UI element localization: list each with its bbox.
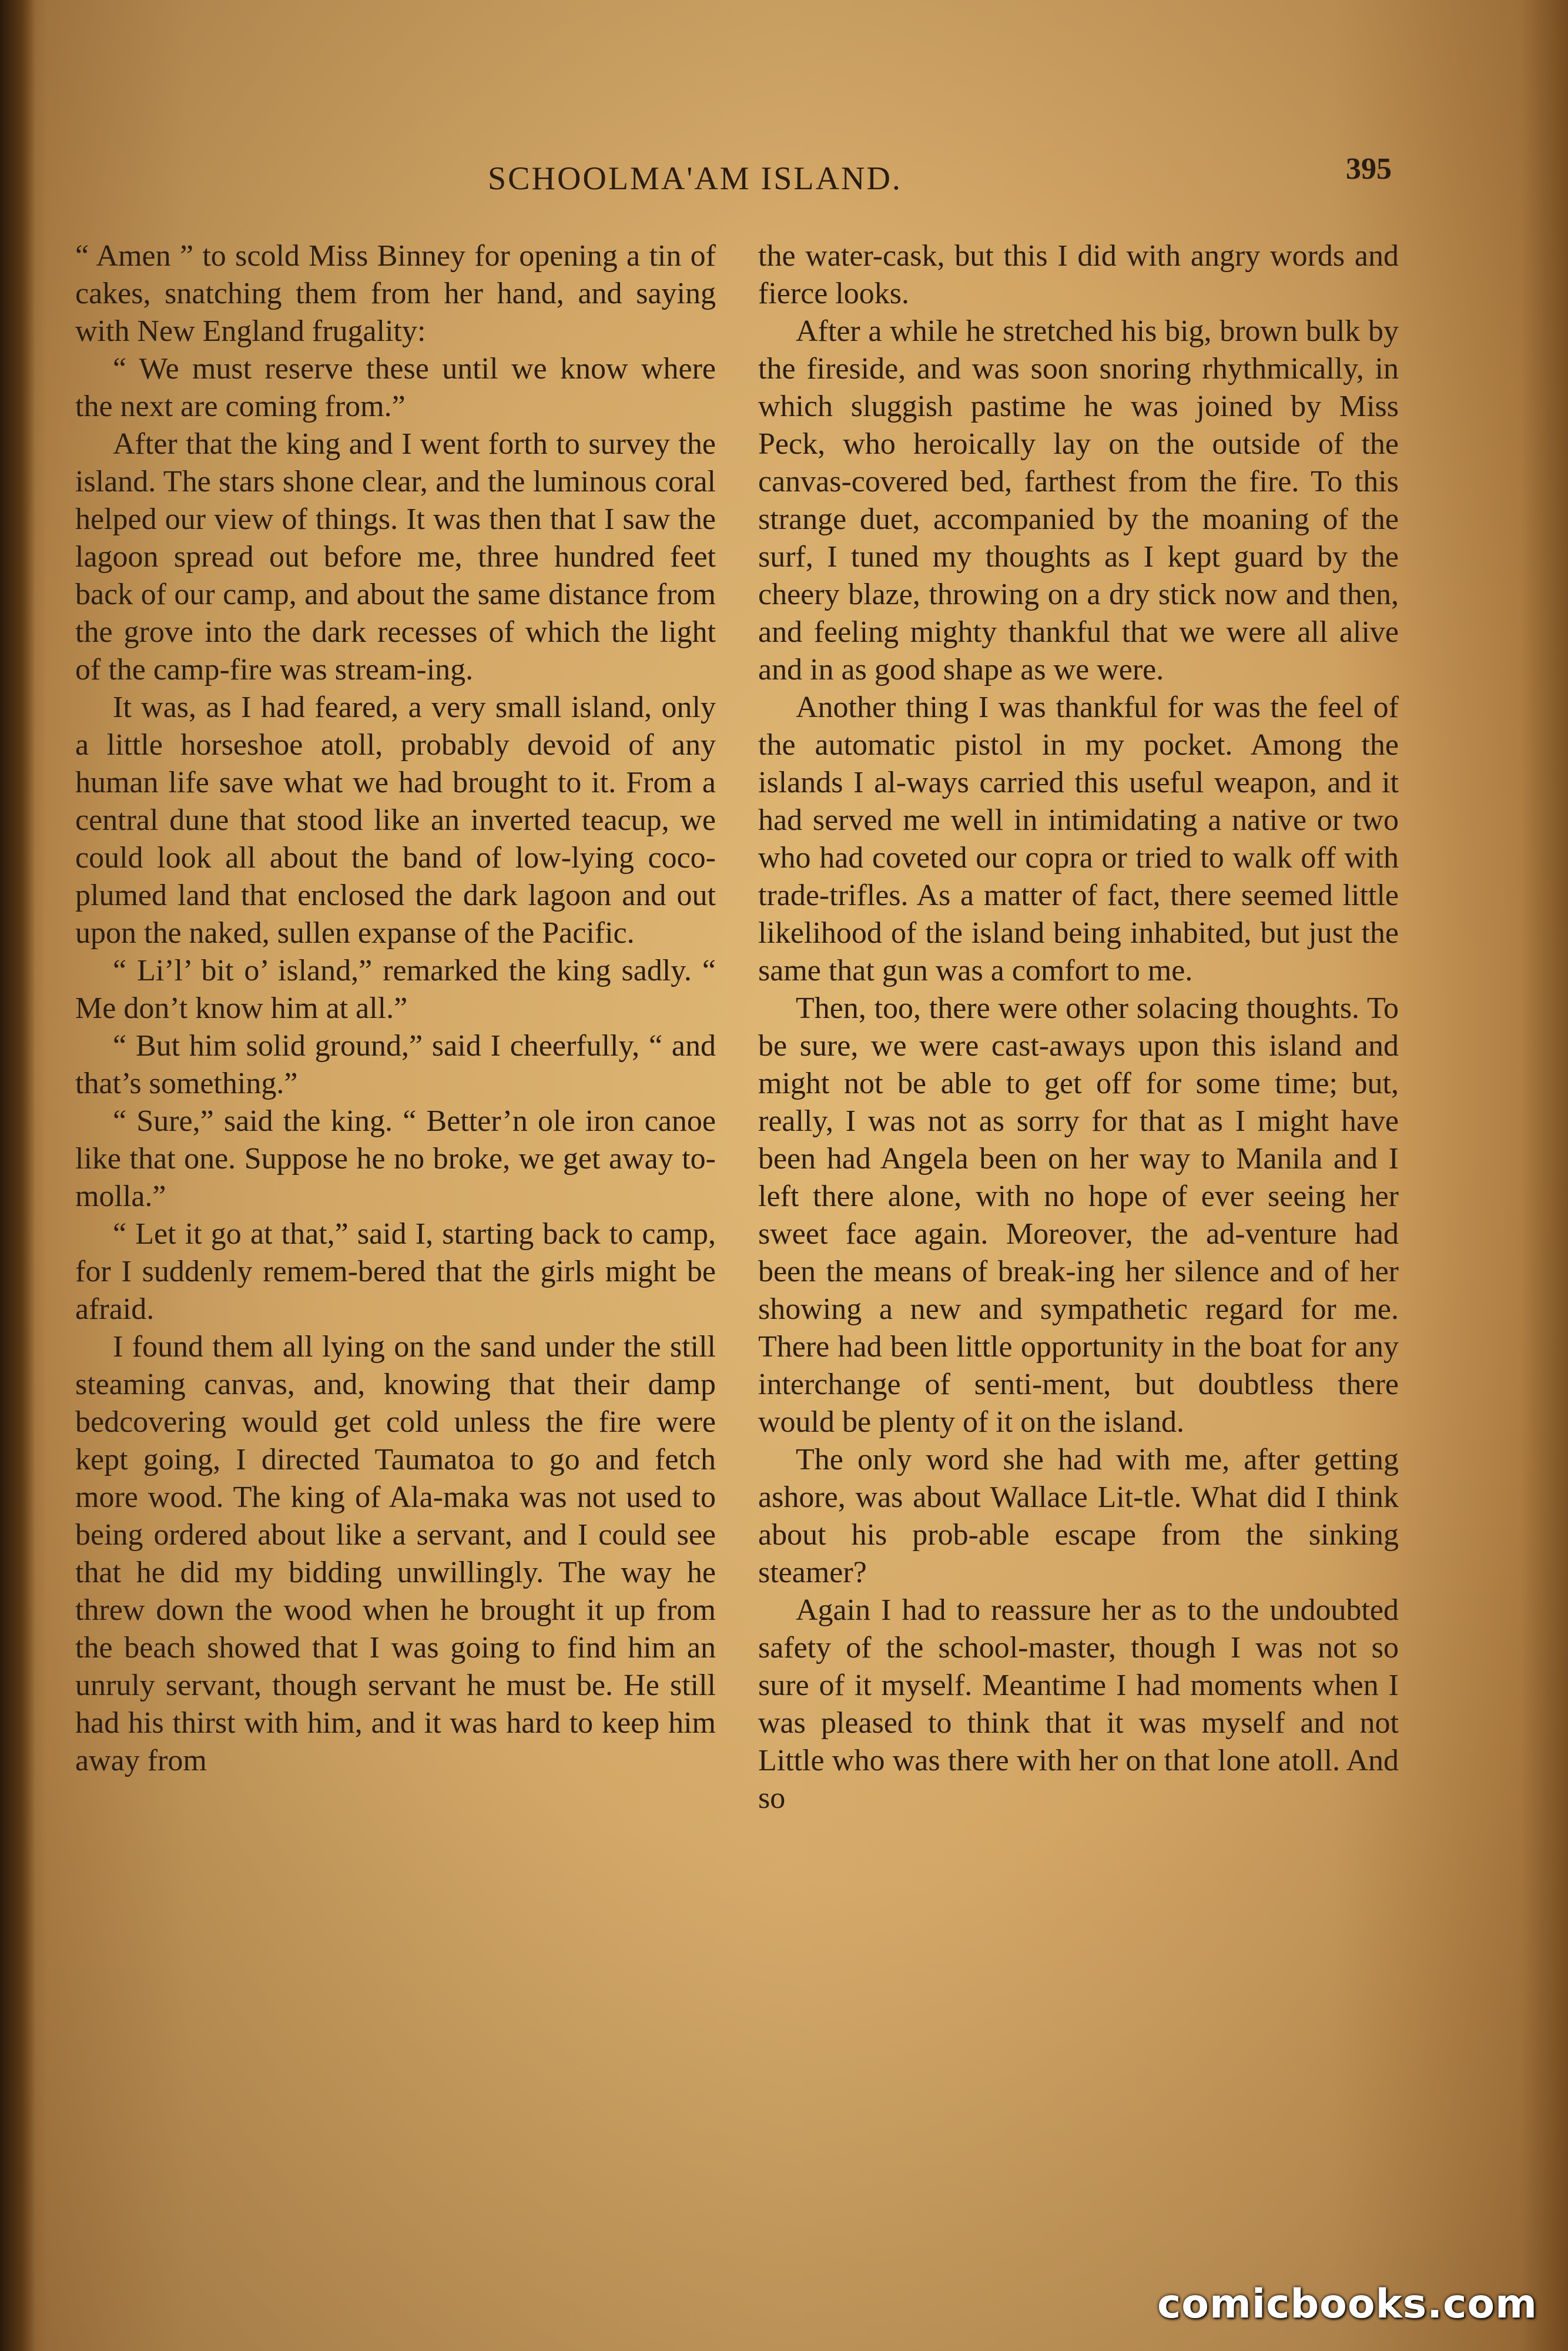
- left-text-column: [75, 237, 716, 1780]
- paragraph: “ Let it go at that,” said I, starting back to camp, for I suddenly remem-bered that the girls might be afraid.: [75, 1217, 716, 1326]
- running-header-title: SCHOOLMA'AM ISLAND.: [488, 160, 902, 197]
- watermark-text: comicbooks.com: [1157, 2281, 1537, 2327]
- paragraph: “ But him solid ground,” said I cheerfully, “ and that’s something.”: [75, 1029, 716, 1100]
- paragraph: After a while he stretched his big, brown bulk by the fireside, and was soon snoring rhythmically, in which sluggish pastime he was joined by Miss Peck, who heroically lay on the outside of the canvas-covered bed, farthest from the fire. To this strange duet, accompanied by the moaning of the surf, I tuned my thoughts as I kept guard by the cheery blaze, throwing on a dry stick now and then, and feeling mighty thankful that we were all alive and in as good shape as we were.: [758, 314, 1399, 686]
- paragraph: I found them all lying on the sand under the still steaming canvas, and, knowing that their damp bedcovering would get cold unless the fire were kept going, I directed Taumatoa to go and fetch more wood. The king of Ala-maka was not used to being ordered about like a servant, and I could see that he did my bidding unwillingly. The way he threw down the wood when he brought it up from the beach showed that I was going to find him an unruly servant, though servant he must be. He still had his thirst with him, and it was hard to keep him away from: [75, 1330, 716, 1777]
- paragraph: It was, as I had feared, a very small island, only a little horseshoe atoll, probably devoid of any human life save what we had brought to it. From a central dune that stood like an inverted teacup, we could look all about the band of low-lying coco-plumed land that enclosed the dark lagoon and out upon the naked, sullen expanse of the Pacific.: [75, 691, 716, 950]
- paragraph: “ We must reserve these until we know where the next are coming from.”: [75, 352, 716, 423]
- book-spine-shadow: [0, 0, 35, 2351]
- paragraph: The only word she had with me, after getting ashore, was about Wallace Lit-tle. What did I think about his prob-able escape from the sinking steamer?: [758, 1443, 1399, 1589]
- paragraph: Again I had to reassure her as to the undoubted safety of the school-master, though I was not so sure of it myself. Meantime I had moments when I was pleased to think that it was myself and not Little who was there with her on that lone atoll. And so: [758, 1593, 1399, 1815]
- paragraph: “ Li’l’ bit o’ island,” remarked the king sadly. “ Me don’t know him at all.”: [75, 954, 716, 1025]
- paragraph: the water-cask, but this I did with angry words and fierce looks.: [758, 239, 1399, 310]
- paragraph: Another thing I was thankful for was the feel of the automatic pistol in my pocket. Among the islands I al-ways carried this useful weapon, and it had served me well in intimidating a native or two who had coveted our copra or tried to walk off with trade-trifles. As a matter of fact, there seemed little likelihood of the island being inhabited, but just the same that gun was a comfort to me.: [758, 691, 1399, 987]
- paragraph: After that the king and I went forth to survey the island. The stars shone clear, and the luminous coral helped our view of things. It was then that I saw the lagoon spread out before me, three hundred feet back of our camp, and about the same distance from the grove into the dark recesses of which the light of the camp-fire was stream-ing.: [75, 427, 716, 686]
- right-text-column: [758, 237, 1399, 1817]
- paragraph: “ Amen ” to scold Miss Binney for opening a tin of cakes, snatching them from her hand, and saying with New England frugality:: [75, 239, 716, 348]
- paragraph: Then, too, there were other solacing thoughts. To be sure, we were cast-aways upon this island and might not be able to get off for some time; but, really, I was not as sorry for that as I might have been had Angela been on her way to Manila and I left there alone, with no hope of ever seeing her sweet face again. Moreover, the ad-venture had been the means of break-ing her silence and of her showing a new and sympathetic regard for me. There had been little opportunity in the boat for any interchange of senti-ment, but doubtless there would be plenty of it on the island.: [758, 992, 1399, 1439]
- paragraph: “ Sure,” said the king. “ Better’n ole iron canoe like that one. Suppose he no broke, we get away to-molla.”: [75, 1104, 716, 1213]
- page-number: 395: [1346, 152, 1392, 186]
